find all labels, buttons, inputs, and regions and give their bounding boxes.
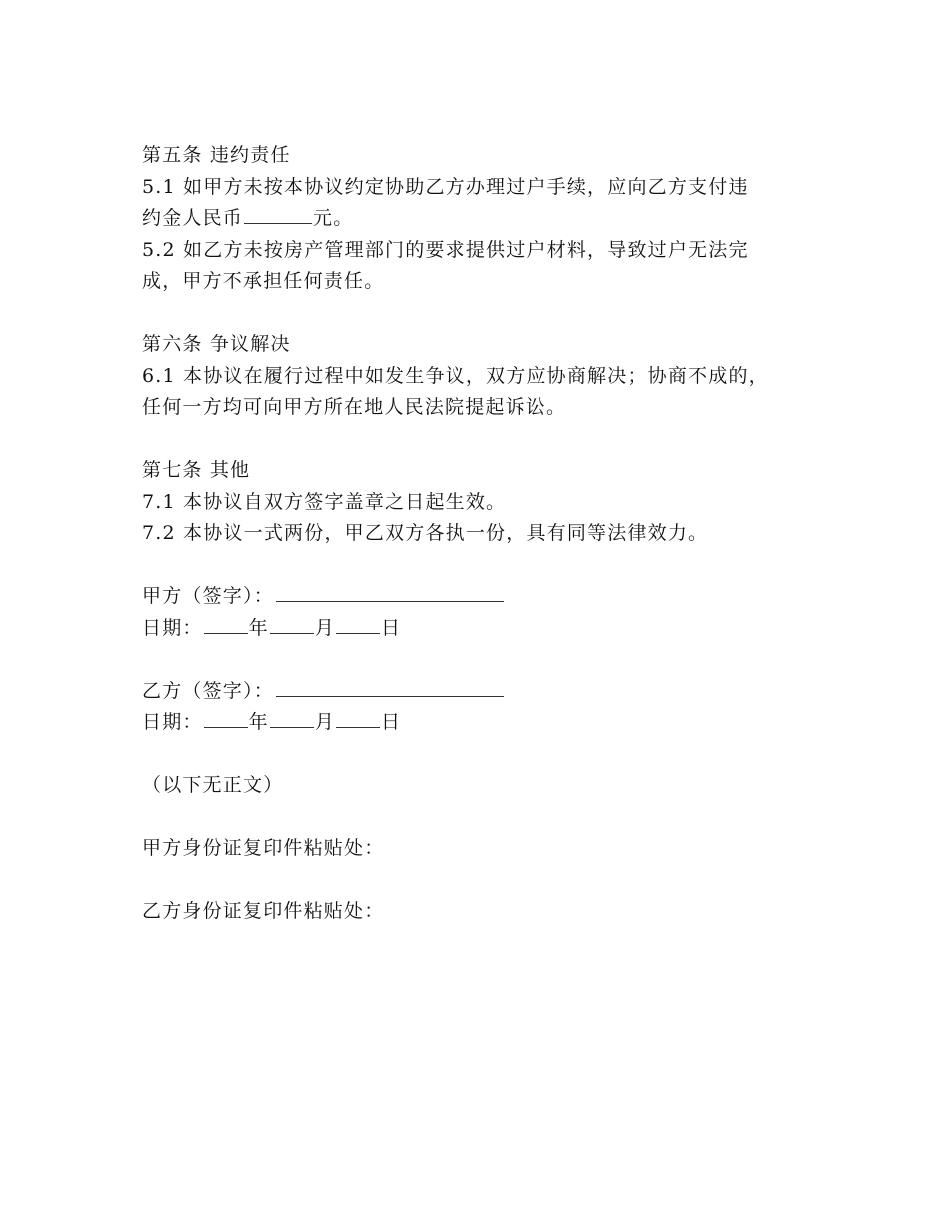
party-b-date-row	[142, 707, 842, 739]
party-a-date-row	[142, 613, 842, 645]
clause-5-2-line-1: 5.2 如乙方未按房产管理部门的要求提供过户材料，导致过户无法完	[142, 238, 749, 261]
party-b-day-label: 日	[381, 711, 402, 733]
spacer	[142, 865, 842, 897]
clause-5-2-line-2: 成，甲方不承担任何责任。	[142, 270, 385, 292]
party-a-month-label: 月	[314, 616, 336, 639]
spacer	[142, 298, 842, 330]
clause-6-1-line-2: 任何一方均可向甲方所在地人民法院提起诉讼。	[142, 396, 567, 418]
spacer	[142, 550, 842, 582]
party-b-signature-line	[276, 676, 504, 697]
clause-5-1-line-2	[142, 203, 842, 235]
clause-6-1-line-1: 6.1 本协议在履行过程中如发生争议，双方应协商解决；协商不成的，	[142, 364, 769, 387]
party-b-month-blank	[270, 709, 314, 728]
spacer	[142, 739, 842, 771]
penalty-amount-blank	[244, 205, 312, 224]
party-a-year-blank	[204, 615, 248, 634]
end-of-text-note: （以下无正文）	[142, 774, 284, 796]
party-b-signature-row	[142, 676, 842, 708]
spacer	[142, 802, 842, 834]
party-a-day-label: 日	[381, 616, 402, 639]
article-7-title: 第七条 其他	[142, 459, 251, 481]
clause-7-2: 7.2 本协议一式两份，甲乙双方各执一份，具有同等法律效力。	[142, 522, 709, 544]
party-a-signature-line	[276, 581, 504, 602]
spacer	[142, 644, 842, 676]
party-a-day-blank	[336, 615, 380, 634]
party-b-year-blank	[204, 709, 248, 728]
party-b-month-label: 月	[314, 711, 336, 733]
party-b-year-label: 年	[248, 711, 269, 733]
party-a-signature-row	[142, 581, 842, 613]
party-b-date-label: 日期：	[142, 711, 203, 733]
clause-7-1: 7.1 本协议自双方签字盖章之日起生效。	[142, 490, 507, 513]
party-a-id-copy-label: 甲方身份证复印件粘贴处：	[142, 837, 385, 859]
party-b-id-copy-label: 乙方身份证复印件粘贴处：	[142, 900, 385, 922]
party-a-year-label: 年	[248, 616, 269, 639]
party-a-sign-label: 甲方（签字）：	[142, 585, 274, 607]
article-5-title: 第五条 违约责任	[142, 144, 291, 166]
article-6-title: 第六条 争议解决	[142, 333, 291, 355]
clause-5-1-prefix: 约金人民币	[142, 207, 244, 229]
spacer	[142, 424, 842, 456]
clause-5-1-suffix: 元。	[313, 207, 354, 229]
party-a-date-label: 日期：	[142, 616, 203, 639]
clause-5-1-line-1: 5.1 如甲方未按本协议约定协助乙方办理过户手续，应向乙方支付违	[142, 175, 749, 198]
party-b-sign-label: 乙方（签字）：	[142, 679, 274, 702]
party-a-month-blank	[270, 615, 314, 634]
party-b-day-blank	[336, 709, 380, 728]
document-content	[142, 140, 842, 928]
